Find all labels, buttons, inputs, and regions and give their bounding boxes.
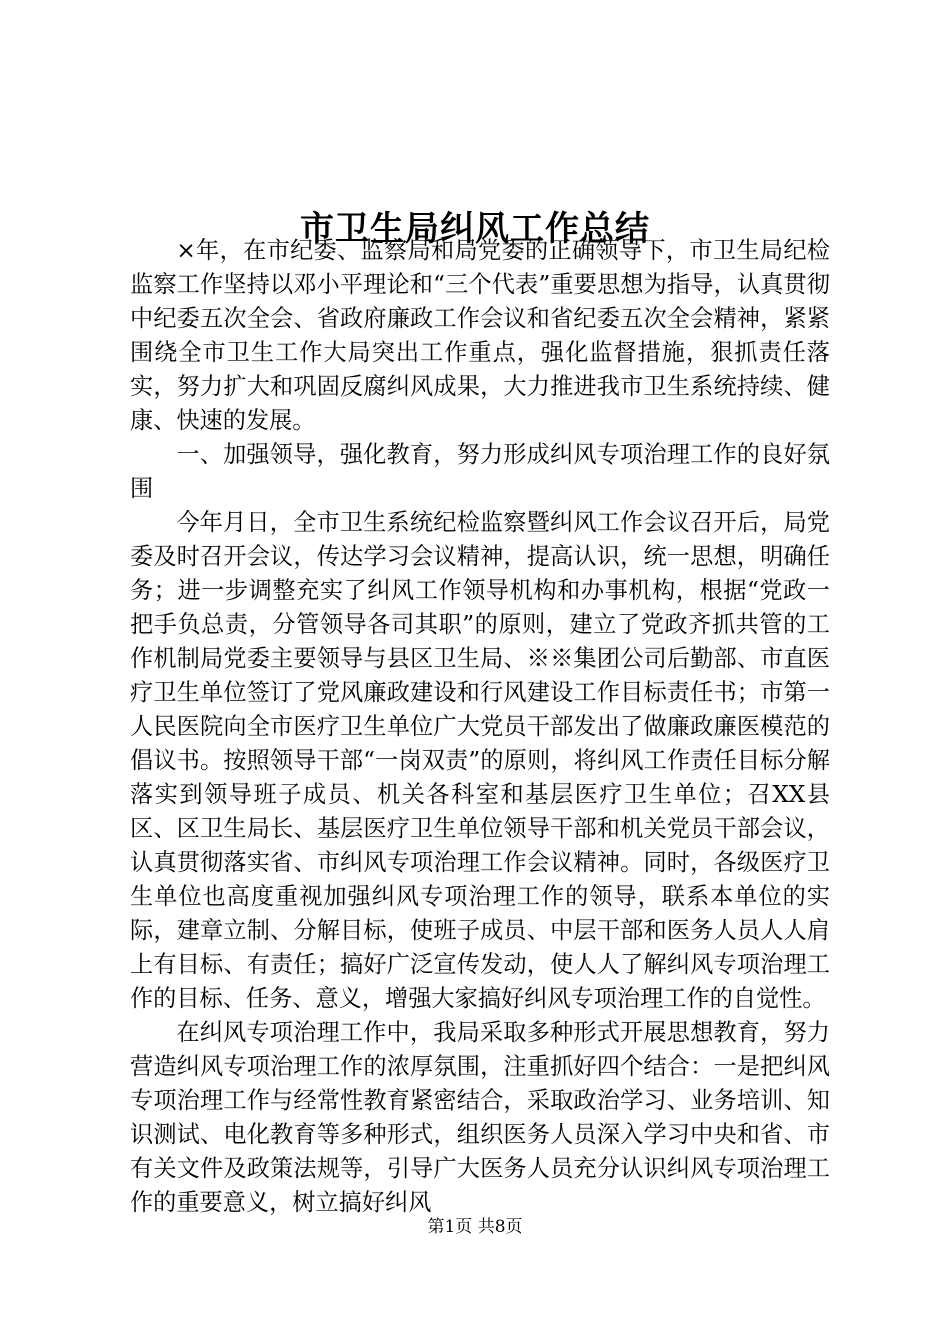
paragraph-education: 在纠风专项治理工作中，我局采取多种形式开展思想教育，努力营造纠风专项治理工作的浓厚氛围，注重抓好四个结合：一是把纠风专项治理工作与经常性教育紧密结合，采取政治学习、业务培训、知识测试、电化教育等多种形式，组织医务人员深入学习中央和省、市有关文件及政策法规等，引导广大医务人员充分认识纠风专项治理工作的重要意义，树立搞好纠风 [130, 1019, 830, 1216]
paragraph-leadership: 今年月日，全市卫生系统纪检监察暨纠风工作会议召开后，局党委及时召开会议，传达学习会议精神，提高认识，统一思想，明确任务；进一步调整充实了纠风工作领导机构和办事机构，根据“党政一把手负总责，分管领导各司其职”的原则，建立了党政齐抓共管的工作机制局党委主要领导与县区卫生局、※※集团公司后勤部、市直医疗卫生单位签订了党风廉政建设和行风建设工作目标责任书；市第一人民医院向全市医疗卫生单位广大党员干部发出了做廉政廉医模范的倡议书。按照领导干部“一岗双责”的原则，将纠风工作责任目标分解落实到领导班子成员、机关各科室和基层医疗卫生单位；召XX县区、区卫生局长、基层医疗卫生单位领导干部和机关党员干部会议，认真贯彻落实省、市纠风专项治理工作会议精神。同时，各级医疗卫生单位也高度重视加强纠风专项治理工作的领导，联系本单位的实际，建章立制、分解目标，使班子成员、中层干部和医务人员人人肩上有目标、有责任；搞好广泛宣传发动，使人人了解纠风专项治理工作的目标、任务、意义，增强大家搞好纠风专项治理工作的自觉性。 [130, 509, 830, 1012]
document-body [130, 234, 830, 1220]
paragraph-intro: ×年，在市纪委、监察局和局党委的正确领导下，市卫生局纪检监察工作坚持以邓小平理论和“三个代表”重要思想为指导，认真贯彻中纪委五次全会、省政府廉政工作会议和省纪委五次全会精神，紧紧围绕全市卫生工作大局突出工作重点，强化监督措施，狠抓责任落实，努力扩大和巩固反腐纠风成果，大力推进我市卫生系统持续、健康、快速的发展。 [130, 237, 830, 434]
section-heading-1: 一、加强领导，强化教育，努力形成纠风专项治理工作的良好氛围 [130, 441, 830, 502]
page-footer: 第1页 共8页 [427, 1217, 523, 1237]
document-title: 市卫生局纠风工作总结 [300, 208, 650, 249]
